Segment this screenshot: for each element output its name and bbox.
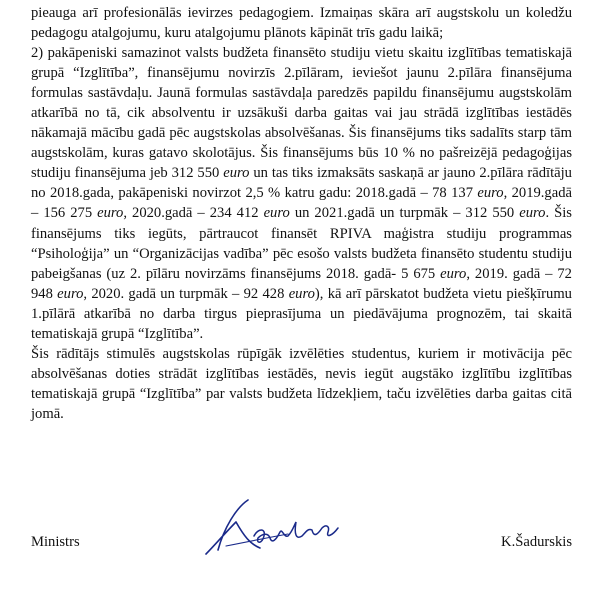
minister-title: Ministrs [31,534,80,550]
signature-footer [31,534,572,556]
currency-word: euro [97,205,124,222]
paragraph-2: 2) pakāpeniski samazinot valsts budžeta finansēto studiju vietu skaitu izglītības tematiskajā grupā “Izglītība”, finansējumu novirzīs 2.pīlāram, ieviešot jaunu 2.pīlāra finansējuma formulas sastāvdaļu. Jaunā formulas sastāvdaļa paredzēs papildu finansējumu augstskolām atkarībā no tā, cik absolventu ir uzsākuši darba gaitas vai jau strādā izglītības iestādēs nākamajā mācību gadā pēc augstskolas absolvēšanas. Šis finansējums tiks sadalīts starp tām augstskolām, kuras gatavo skolotājus. Šis finansējums būs 10 % no pašreizējā pedagoģijas studiju finansējuma jeb 312 550 euro un tas tiks izmaksāts saskaņā ar jauno 2.pīlāra rādītāju no 2018.gada, pakāpeniski novirzot 2,5 % katru gadu: 2018.gadā – 78 137 euro, 2019.gadā – 156 275 euro, 2020.gadā – 234 412 euro un 2021.gadā un turpmāk – 312 550 euro. Šis finansējums tiks iegūts, pārtraucot finansēt RPIVA maģistra studiju programmas “Psiholoģija” un “Organizācijas vadība” pēc esošo valsts budžeta finansēto studentu studiju pabeigšanas (uz 2. pīlāru novirzāms finansējums 2018. gadā- 5 675 euro, 2019. gadā – 72 948 euro, 2020. gadā un turpmāk – 92 428 euro), kā arī pārskatot budžeta vietu piešķīrumu 1.pīlārā atkarībā no darba tirgus pieprasījuma un piedāvājuma prognozēm, tai skaitā tematiskajā grupā “Izglītība”. [31,45,572,342]
currency-word: euro [57,285,84,302]
currency-word: euro [223,165,250,182]
minister-name: K.Šadurskis [501,534,572,550]
paragraph-3: Šis rādītājs stimulēs augstskolas rūpīgāk izvēlēties studentus, kuriem ir motivācija pēc absolvēšanas doties strādāt izglītības iestādēs, nevis iegūt augstāko izglītību izglītības tematiskajā grupā “Izglītība” par valsts budžeta līdzekļiem, taču izvēlēties darba gaitas citā jomā. [31,345,572,422]
currency-word: euro [477,185,504,202]
document-body [31,3,572,424]
currency-word: euro [263,205,290,222]
currency-word: euro [519,205,546,222]
paragraph-1: pieauga arī profesionālās ievirzes pedagogiem. Izmaiņas skāra arī augstskolu un koledžu pedagogu atalgojumu, kuru atalgojumu plānots kāpināt trīs gadu laikā; [31,5,572,42]
currency-word: euro [288,285,315,302]
currency-word: euro [440,265,467,282]
